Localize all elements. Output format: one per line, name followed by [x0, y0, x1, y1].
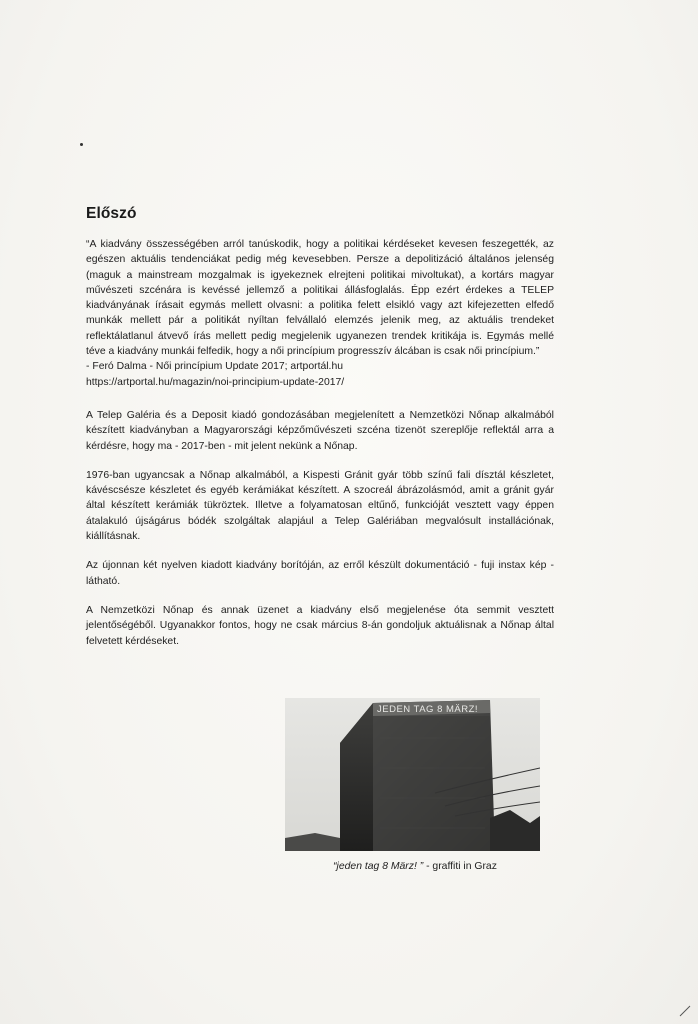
graffiti-building-image — [285, 698, 540, 851]
stray-dot — [80, 143, 83, 146]
paragraph-3: Az újonnan két nyelven kiadott kiadvány borítóján, az erről készült dokumentáció - fuji instax kép - látható. — [86, 560, 554, 587]
graffiti-photo — [285, 698, 540, 851]
paragraph-2: 1976-ban ugyancsak a Nőnap alkalmából, a Kispesti Gránit gyár több színű fali dísztál készletet, kávéscsésze készletet és egyéb kerámiákat készített. A szocreál ábrázolásmód, amit a gránit gyár által készített kerámiák tükröztek. Illetve a folyamatosan eltűnő, funkcióját vesztett vagy éppen átalakuló újságárus bódék szolgáltak alapjául a Telep Galériában megvalósult installációnak, kiállításnak. — [86, 469, 554, 543]
quote-text: “A kiadvány összességében arról tanúskodik, hogy a politikai kérdéseket kevesen feszegették, az egészen aktuális tendenciákat pedig még kevesebben. Persze a depolitizáció általános jelenség (maguk a mainstream mozgalmak is igyekeznek elrejteni politikai mivoltukat), a kortárs magyar művészeti szcénára is kevéssé jellemző a politikai állásfoglalás. Épp ezért érdekes a TELEP kiadványának írásait egymás mellett olvasni: a politika felett elsikló vagy azt kifejezetten elfedő munkák mellett pár a politikát nyíltan felvállaló elemzés jelenik meg, az aktuális trendeket reflektálatlanul átvevő írás mellett pedig megjelenik ugyanezen trendek kritikája is. Egymás mellé téve a kiadvány munkái felfedik, hogy a női princípium progresszív álcában is csak női princípium.” — [86, 239, 554, 358]
main-content — [86, 205, 554, 649]
page-corner-mark — [678, 1004, 692, 1018]
quote-source-url: https://artportal.hu/magazin/noi-principium-update-2017/ — [86, 376, 345, 388]
graffiti-text: JEDEN TAG 8 MÄRZ! — [377, 704, 479, 715]
page-title: Előszó — [86, 205, 137, 222]
quote-source-author: - Feró Dalma - Női princípium Update 2017; artportál.hu — [86, 361, 343, 373]
caption-italic: “jeden tag 8 März! ” — [333, 861, 424, 872]
caption-rest: - graffiti in Graz — [423, 861, 497, 872]
paragraph-1: A Telep Galéria és a Deposit kiadó gondozásában megjelenített a Nemzetközi Nőnap alkalmából készített kiadványban a Magyarországi képzőművészeti szcéna tizenöt szereplője reflektál arra a kérdésre, hogy ma - 2017-ben - mit jelent nekünk a Nőnap. — [86, 409, 554, 452]
paragraph-4: A Nemzetközi Nőnap és annak üzenet a kiadvány első megjelenése óta semmit vesztett jelentőségéből. Ugyanakkor fontos, hogy ne csak március 8-án gondoljuk aktuálisnak a Nőnap által felvetett kérdéseket. — [86, 604, 554, 647]
photo-caption — [290, 861, 540, 872]
